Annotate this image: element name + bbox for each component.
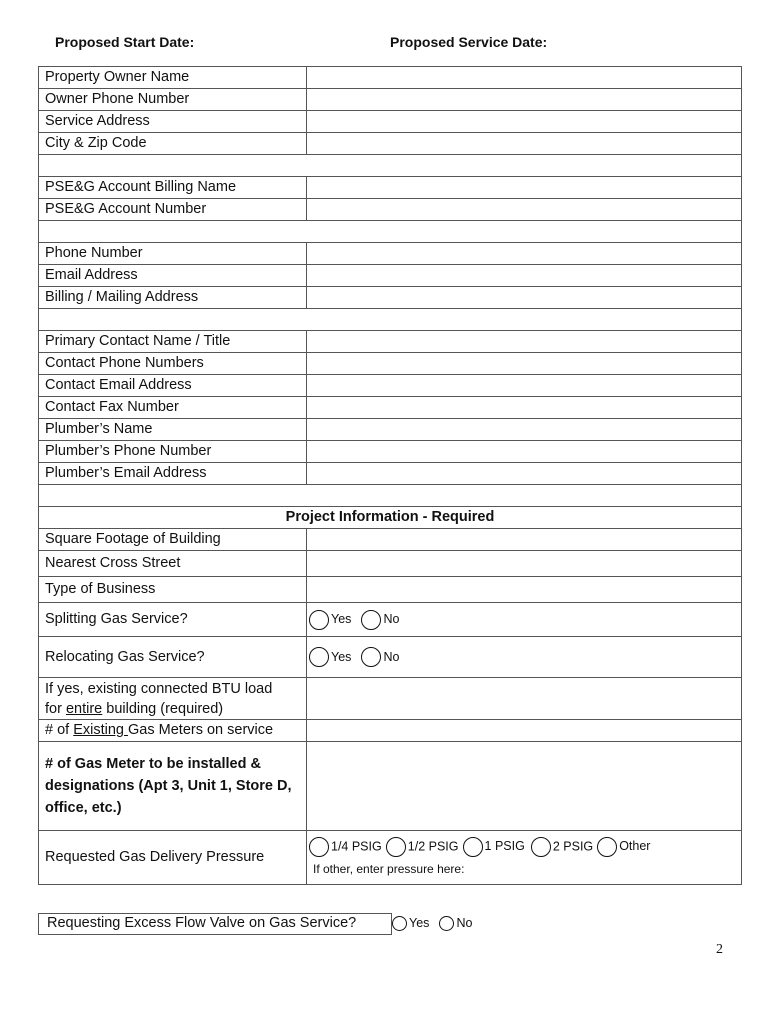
field-label: Plumber’s Email Address: [39, 463, 307, 485]
city-zip-field[interactable]: [307, 133, 742, 155]
field-label: Type of Business: [39, 577, 307, 603]
service-address-field[interactable]: [307, 111, 742, 133]
square-footage-field[interactable]: [307, 529, 742, 551]
pressure-other-note: If other, enter pressure here:: [313, 861, 465, 876]
radio-label: No: [383, 649, 400, 664]
billing-mailing-address-field[interactable]: [307, 287, 742, 309]
excess-flow-valve-options: [392, 915, 478, 931]
field-label: Relocating Gas Service?: [39, 637, 307, 678]
table-row: [39, 419, 742, 441]
radio-label: 1/2 PSIG: [407, 839, 459, 853]
plumber-phone-field[interactable]: [307, 441, 742, 463]
business-type-field[interactable]: [307, 577, 742, 603]
table-row: [39, 89, 742, 111]
page-number: 2: [716, 942, 723, 957]
spacer-row: [39, 309, 742, 331]
spacer: [39, 309, 742, 331]
field-label: Contact Phone Numbers: [39, 353, 307, 375]
table-row: [39, 375, 742, 397]
field-label: PSE&G Account Billing Name: [39, 177, 307, 199]
table-row: [39, 331, 742, 353]
application-form-table: [38, 66, 742, 885]
pressure-one-psig-radio[interactable]: [463, 837, 483, 857]
pressure-options: [307, 831, 742, 885]
table-row: [39, 831, 742, 885]
field-label: Contact Email Address: [39, 375, 307, 397]
field-label: Billing / Mailing Address: [39, 287, 307, 309]
radio-label: 1 PSIG: [484, 839, 525, 853]
table-row: [39, 463, 742, 485]
proposed-service-date-label: Proposed Service Date:: [390, 34, 548, 50]
radio-label: Other: [619, 839, 651, 853]
splitting-options: [307, 603, 742, 637]
cross-street-field[interactable]: [307, 551, 742, 577]
spacer-row: [39, 485, 742, 507]
table-row: [39, 265, 742, 287]
table-row: [39, 67, 742, 89]
spacer-row: [39, 155, 742, 177]
table-row: [39, 637, 742, 678]
field-label: Contact Fax Number: [39, 397, 307, 419]
field-label: Nearest Cross Street: [39, 551, 307, 577]
field-label: Owner Phone Number: [39, 89, 307, 111]
splitting-yes-radio[interactable]: [309, 610, 329, 630]
field-label: Splitting Gas Service?: [39, 603, 307, 637]
property-owner-name-field[interactable]: [307, 67, 742, 89]
primary-contact-field[interactable]: [307, 331, 742, 353]
contact-phone-field[interactable]: [307, 353, 742, 375]
project-information-heading: Project Information - Required: [39, 507, 742, 529]
meters-installed-label: # of Gas Meter to be installed & designations (Apt 3, Unit 1, Store D, office, etc.): [39, 742, 307, 831]
btu-load-label: If yes, existing connected BTU load for entire building (required): [39, 678, 307, 720]
field-label: Phone Number: [39, 243, 307, 265]
spacer-row: [39, 221, 742, 243]
existing-meters-field[interactable]: [307, 720, 742, 742]
field-label: Square Footage of Building: [39, 529, 307, 551]
splitting-no-radio[interactable]: [361, 610, 381, 630]
spacer: [39, 155, 742, 177]
plumber-name-field[interactable]: [307, 419, 742, 441]
pressure-two-psig-radio[interactable]: [531, 837, 551, 857]
account-number-field[interactable]: [307, 199, 742, 221]
field-label: PSE&G Account Number: [39, 199, 307, 221]
pressure-quarter-psig-radio[interactable]: [309, 837, 329, 857]
excess-flow-valve-label: Requesting Excess Flow Valve on Gas Service?: [38, 913, 392, 935]
table-row: [39, 678, 742, 720]
field-label: Property Owner Name: [39, 67, 307, 89]
plumber-email-field[interactable]: [307, 463, 742, 485]
field-label: City & Zip Code: [39, 133, 307, 155]
table-row: [39, 353, 742, 375]
field-label: Plumber’s Name: [39, 419, 307, 441]
pressure-other-radio[interactable]: [597, 837, 617, 857]
field-label: Service Address: [39, 111, 307, 133]
owner-phone-field[interactable]: [307, 89, 742, 111]
table-row: [39, 551, 742, 577]
section-heading-row: [39, 507, 742, 529]
table-row: [39, 720, 742, 742]
table-row: [39, 243, 742, 265]
proposed-start-date-label: Proposed Start Date:: [55, 34, 195, 50]
table-row: [39, 199, 742, 221]
table-row: [39, 441, 742, 463]
radio-label: Yes: [409, 916, 430, 931]
radio-label: No: [456, 916, 473, 931]
field-label: Email Address: [39, 265, 307, 287]
radio-label: Yes: [331, 612, 352, 626]
table-row: [39, 177, 742, 199]
table-row: [39, 529, 742, 551]
efv-yes-radio[interactable]: [392, 916, 407, 931]
relocating-yes-radio[interactable]: [309, 647, 329, 667]
spacer: [39, 485, 742, 507]
contact-fax-field[interactable]: [307, 397, 742, 419]
spacer: [39, 221, 742, 243]
billing-name-field[interactable]: [307, 177, 742, 199]
table-row: [39, 742, 742, 831]
relocating-options: [307, 637, 742, 678]
field-label: Primary Contact Name / Title: [39, 331, 307, 353]
pressure-half-psig-radio[interactable]: [386, 837, 406, 857]
table-row: [39, 397, 742, 419]
relocating-no-radio[interactable]: [361, 647, 381, 667]
field-label: Plumber’s Phone Number: [39, 441, 307, 463]
radio-label: 2 PSIG: [552, 839, 594, 853]
contact-email-field[interactable]: [307, 375, 742, 397]
table-row: [39, 133, 742, 155]
table-row: [39, 287, 742, 309]
meters-installed-field[interactable]: [307, 742, 742, 831]
field-label: Requested Gas Delivery Pressure: [39, 831, 307, 885]
radio-label: No: [383, 612, 400, 626]
email-address-field[interactable]: [307, 265, 742, 287]
table-row: [39, 603, 742, 637]
table-row: [39, 577, 742, 603]
efv-no-radio[interactable]: [439, 916, 454, 931]
btu-load-field[interactable]: [307, 678, 742, 720]
radio-label: 1/4 PSIG: [331, 839, 382, 853]
existing-meters-label: # of Existing Gas Meters on service: [39, 720, 307, 742]
radio-label: Yes: [331, 649, 352, 664]
table-row: [39, 111, 742, 133]
phone-number-field[interactable]: [307, 243, 742, 265]
